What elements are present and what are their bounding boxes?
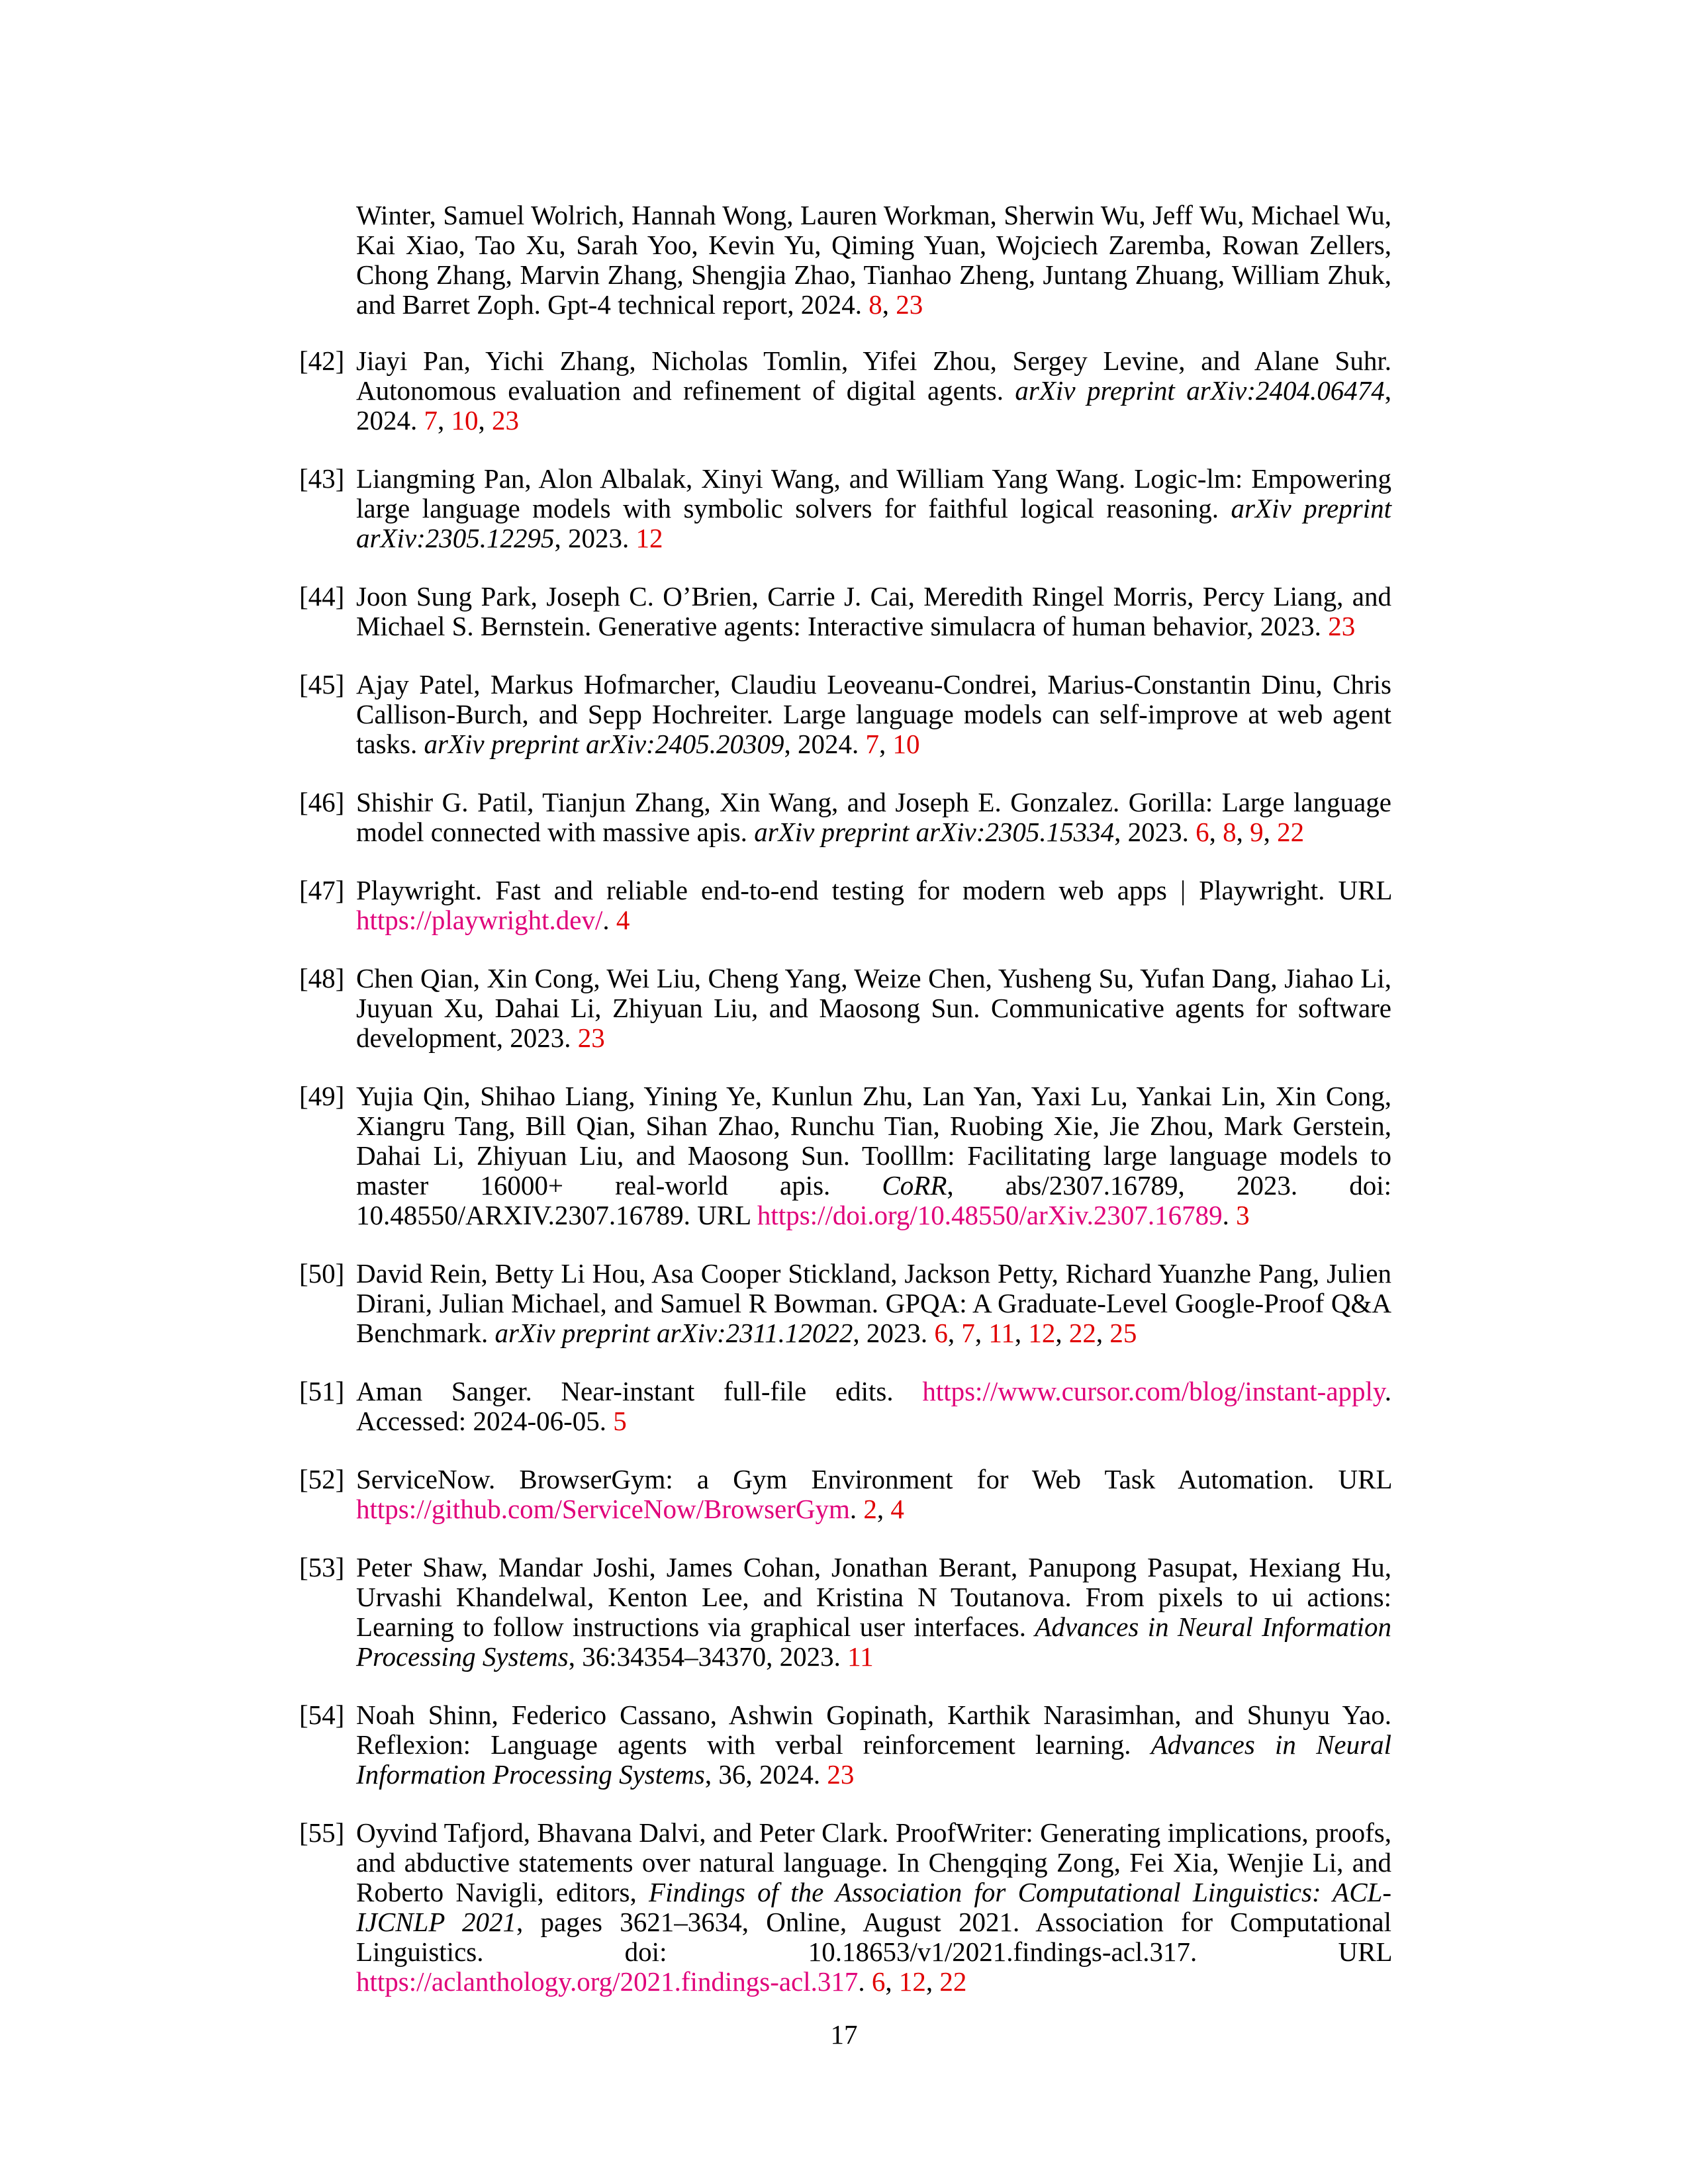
reference-text: Winter, Samuel Wolrich, Hannah Wong, Lauren Workman, Sherwin Wu, Jeff Wu, Michael Wu, Kai Xiao, Tao Xu, Sarah Yoo, Kevin Yu, Qiming Yuan, Wojciech Zaremba, Rowan Zellers, Chong Zhang, Marvin Zhang, Shengjia Zhao, Tianhao Zheng, Juntang Zhuang, William Zhuk, and Barret Zoph. Gpt-4 technical report, 2024. <box>356 200 1391 320</box>
page-backref-link[interactable]: 12 <box>1028 1318 1056 1348</box>
reference-number: [42] <box>299 345 345 376</box>
reference-url-link[interactable]: https://doi.org/10.48550/arXiv.2307.16789 <box>757 1200 1223 1230</box>
reference-number: [44] <box>299 581 345 612</box>
reference-venue: Advances in Neural Information Processing Systems <box>356 1729 1391 1790</box>
reference-number: [55] <box>299 1817 345 1848</box>
page-backrefs: 7, 10, 23 <box>424 405 519 435</box>
page-number: 17 <box>830 2019 858 2050</box>
reference-tail: . <box>602 905 610 935</box>
reference-text: Shishir G. Patil, Tianjun Zhang, Xin Wang, and Joseph E. Gonzalez. Gorilla: Large language model connected with massive apis. <box>356 787 1391 847</box>
page-backrefs <box>1229 1200 1250 1230</box>
page-backref-link[interactable]: 22 <box>939 1966 967 1997</box>
page-backrefs: 8, 23 <box>868 289 923 320</box>
page-backref-link[interactable]: 12 <box>635 523 663 553</box>
reference-item <box>299 876 1391 935</box>
reference-text: Noah Shinn, Federico Cassano, Ashwin Gopinath, Karthik Narasimhan, and Shunyu Yao. Reflexion: Language agents with verbal reinforcement learning. <box>356 1700 1391 1760</box>
reference-item <box>299 1818 1391 1997</box>
reference-item <box>299 1465 1391 1524</box>
reference-number: [46] <box>299 787 345 817</box>
reference-item <box>299 1377 1391 1436</box>
reference-tail: , 2023. <box>853 1318 928 1348</box>
page-backref-link[interactable]: 4 <box>890 1494 904 1524</box>
page-backref-link[interactable]: 25 <box>1109 1318 1137 1348</box>
page-backrefs: 6, 8, 9, 22 <box>1196 817 1305 847</box>
reference-url-link[interactable]: https://playwright.dev/ <box>356 905 603 935</box>
reference-number: [54] <box>299 1700 345 1730</box>
reference-url-link[interactable]: https://aclanthology.org/2021.findings-acl.317 <box>356 1966 859 1997</box>
reference-number: [48] <box>299 963 345 993</box>
reference-item <box>299 1081 1391 1230</box>
reference-url-link[interactable]: https://www.cursor.com/blog/instant-apply <box>922 1376 1385 1406</box>
page-backref-link[interactable]: 10 <box>451 405 479 435</box>
reference-number: [51] <box>299 1376 345 1406</box>
page-backref-link[interactable]: 5 <box>613 1406 627 1436</box>
page-backref-link[interactable]: 22 <box>1277 817 1305 847</box>
reference-number: [53] <box>299 1552 345 1582</box>
page-backrefs: 6, 7, 11, 12, 22, 25 <box>934 1318 1137 1348</box>
page-backrefs <box>841 1641 874 1672</box>
reference-item <box>299 464 1391 553</box>
reference-tail: , abs/2307.16789, 2023. doi: 10.48550/ARXIV.2307.16789. URL <box>356 1170 1392 1230</box>
page-backrefs <box>1321 611 1355 641</box>
page-backref-link[interactable]: 3 <box>1236 1200 1250 1230</box>
reference-item <box>299 964 1391 1053</box>
reference-venue: arXiv preprint arXiv:2305.12295 <box>356 493 1391 553</box>
reference-number: [47] <box>299 875 345 905</box>
page-backrefs: 7, 10 <box>865 729 920 759</box>
page-backref-link[interactable]: 6 <box>934 1318 948 1348</box>
reference-tail: . <box>849 1494 857 1524</box>
reference-item <box>299 582 1391 641</box>
reference-item <box>299 1553 1391 1672</box>
reference-text: Oyvind Tafjord, Bhavana Dalvi, and Peter Clark. ProofWriter: Generating implications, proofs, and abductive statements over natural language. In Chengqing Zong, Fei Xia, Wenjie Li, and Roberto Navigli, editors, <box>356 1817 1391 1907</box>
reference-venue: arXiv preprint arXiv:2404.06474 <box>1015 375 1385 406</box>
reference-number: [45] <box>299 669 345 700</box>
reference-text: Ajay Patel, Markus Hofmarcher, Claudiu Leoveanu-Condrei, Marius-Constantin Dinu, Chris Callison-Burch, and Sepp Hochreiter. Large language models can self-improve at web agent tasks. <box>356 669 1391 759</box>
reference-text: Aman Sanger. Near-instant full-file edits. <box>356 1376 894 1406</box>
reference-item <box>299 670 1391 759</box>
reference-text: Chen Qian, Xin Cong, Wei Liu, Cheng Yang, Weize Chen, Yusheng Su, Yufan Dang, Jiahao Li, Juyuan Xu, Dahai Li, Zhiyuan Liu, and Maosong Sun. Communicative agents for software development, 2023. <box>356 963 1391 1053</box>
page-backref-link[interactable]: 6 <box>871 1966 886 1997</box>
page-backrefs: 6, 12, 22 <box>871 1966 967 1997</box>
reference-tail: . Accessed: 2024-06-05. <box>356 1376 1392 1436</box>
page-backref-link[interactable]: 11 <box>847 1641 874 1672</box>
reference-venue: arXiv preprint arXiv:2405.20309 <box>424 729 784 759</box>
page-backref-link[interactable]: 23 <box>896 289 923 320</box>
reference-tail: , 2024. <box>356 375 1392 435</box>
reference-text: Playwright. Fast and reliable end-to-end testing for modern web apps | Playwright. URL <box>356 875 1391 905</box>
page-backref-link[interactable]: 7 <box>424 405 438 435</box>
reference-number: [50] <box>299 1258 345 1289</box>
page-backref-link[interactable]: 8 <box>868 289 882 320</box>
page-backref-link[interactable]: 7 <box>865 729 879 759</box>
page-backref-link[interactable]: 23 <box>1328 611 1356 641</box>
page-backref-link[interactable]: 22 <box>1068 1318 1096 1348</box>
page-backref-link[interactable]: 23 <box>577 1023 605 1053</box>
page-backref-link[interactable]: 4 <box>616 905 630 935</box>
page-backref-link[interactable]: 8 <box>1223 817 1237 847</box>
reference-venue: arXiv preprint arXiv:2305.15334 <box>754 817 1115 847</box>
page-backrefs <box>629 523 663 553</box>
reference-tail: , 36, 2024. <box>704 1759 821 1790</box>
reference-text: ServiceNow. BrowserGym: a Gym Environment for Web Task Automation. URL <box>356 1464 1391 1494</box>
page-backref-link[interactable]: 11 <box>988 1318 1015 1348</box>
reference-number: [52] <box>299 1464 345 1494</box>
reference-number: [43] <box>299 463 345 494</box>
reference-text: Joon Sung Park, Joseph C. O’Brien, Carrie J. Cai, Meredith Ringel Morris, Percy Liang, and Michael S. Bernstein. Generative agents: Interactive simulacra of human behavior, 2023. <box>356 581 1391 641</box>
reference-venue: arXiv preprint arXiv:2311.12022 <box>494 1318 853 1348</box>
reference-item <box>299 1259 1391 1348</box>
reference-text: David Rein, Betty Li Hou, Asa Cooper Stickland, Jackson Petty, Richard Yuanzhe Pang, Julien Dirani, Julian Michael, and Samuel R Bowman. GPQA: A Graduate-Level Google-Proof Q&A Benchmark. <box>356 1258 1391 1348</box>
reference-tail: , 36:34354–34370, 2023. <box>568 1641 841 1672</box>
page-backref-link[interactable]: 12 <box>898 1966 926 1997</box>
reference-text: Jiayi Pan, Yichi Zhang, Nicholas Tomlin, Yifei Zhou, Sergey Levine, and Alane Suhr. Autonomous evaluation and refinement of digital agents. <box>356 345 1391 406</box>
page-backrefs <box>606 1406 627 1436</box>
reference-tail: , 2023. <box>554 523 630 553</box>
reference-continuation <box>299 201 1391 320</box>
reference-tail: . <box>858 1966 865 1997</box>
reference-item <box>299 1700 1391 1790</box>
page-backref-link[interactable]: 2 <box>863 1494 877 1524</box>
reference-list <box>299 201 1391 2025</box>
reference-tail: , pages 3621–3634, Online, August 2021. Association for Computational Linguistics. doi: 10.18653/v1/2021.findings-acl.317. URL <box>356 1907 1392 1967</box>
reference-text: Yujia Qin, Shihao Liang, Yining Ye, Kunlun Zhu, Lan Yan, Yaxi Lu, Yankai Lin, Xin Cong, Xiangru Tang, Bill Qian, Sihan Zhao, Runchu Tian, Ruobing Xie, Jie Zhou, Mark Gerstein, Dahai Li, Zhiyuan Liu, and Maosong Sun. Toolllm: Facilitating large language models to master 16000+ real-world apis. <box>356 1081 1391 1201</box>
page-backref-link[interactable]: 10 <box>892 729 920 759</box>
page-backref-link[interactable]: 23 <box>827 1759 855 1790</box>
reference-tail: . <box>1222 1200 1229 1230</box>
page-backrefs <box>571 1023 605 1053</box>
reference-number: [49] <box>299 1081 345 1111</box>
reference-item <box>299 788 1391 847</box>
page-backref-link[interactable]: 7 <box>961 1318 975 1348</box>
page-backrefs <box>820 1759 854 1790</box>
reference-text: Liangming Pan, Alon Albalak, Xinyi Wang, and William Yang Wang. Logic-lm: Empowering large language models with symbolic solvers for faithful logical reasoning. <box>356 463 1391 523</box>
reference-item <box>299 346 1391 435</box>
reference-venue: Findings of the Association for Computational Linguistics: ACL-IJCNLP 2021 <box>356 1877 1391 1937</box>
reference-tail: , 2023. <box>1114 817 1189 847</box>
reference-venue: Advances in Neural Information Processing Systems <box>356 1612 1392 1672</box>
page-backref-link[interactable]: 6 <box>1196 817 1209 847</box>
page-backref-link[interactable]: 9 <box>1250 817 1264 847</box>
page-backrefs: 2, 4 <box>863 1494 904 1524</box>
page-backref-link[interactable]: 23 <box>492 405 519 435</box>
reference-text: Peter Shaw, Mandar Joshi, James Cohan, Jonathan Berant, Panupong Pasupat, Hexiang Hu, Urvashi Khandelwal, Kenton Lee, and Kristina N Toutanova. From pixels to ui actions: Learning to follow instructions via graphical user interfaces. <box>356 1552 1391 1642</box>
page-backrefs <box>610 905 630 935</box>
reference-tail: , 2024. <box>784 729 859 759</box>
reference-url-link[interactable]: https://github.com/ServiceNow/BrowserGym <box>356 1494 850 1524</box>
reference-venue: CoRR <box>882 1170 947 1201</box>
